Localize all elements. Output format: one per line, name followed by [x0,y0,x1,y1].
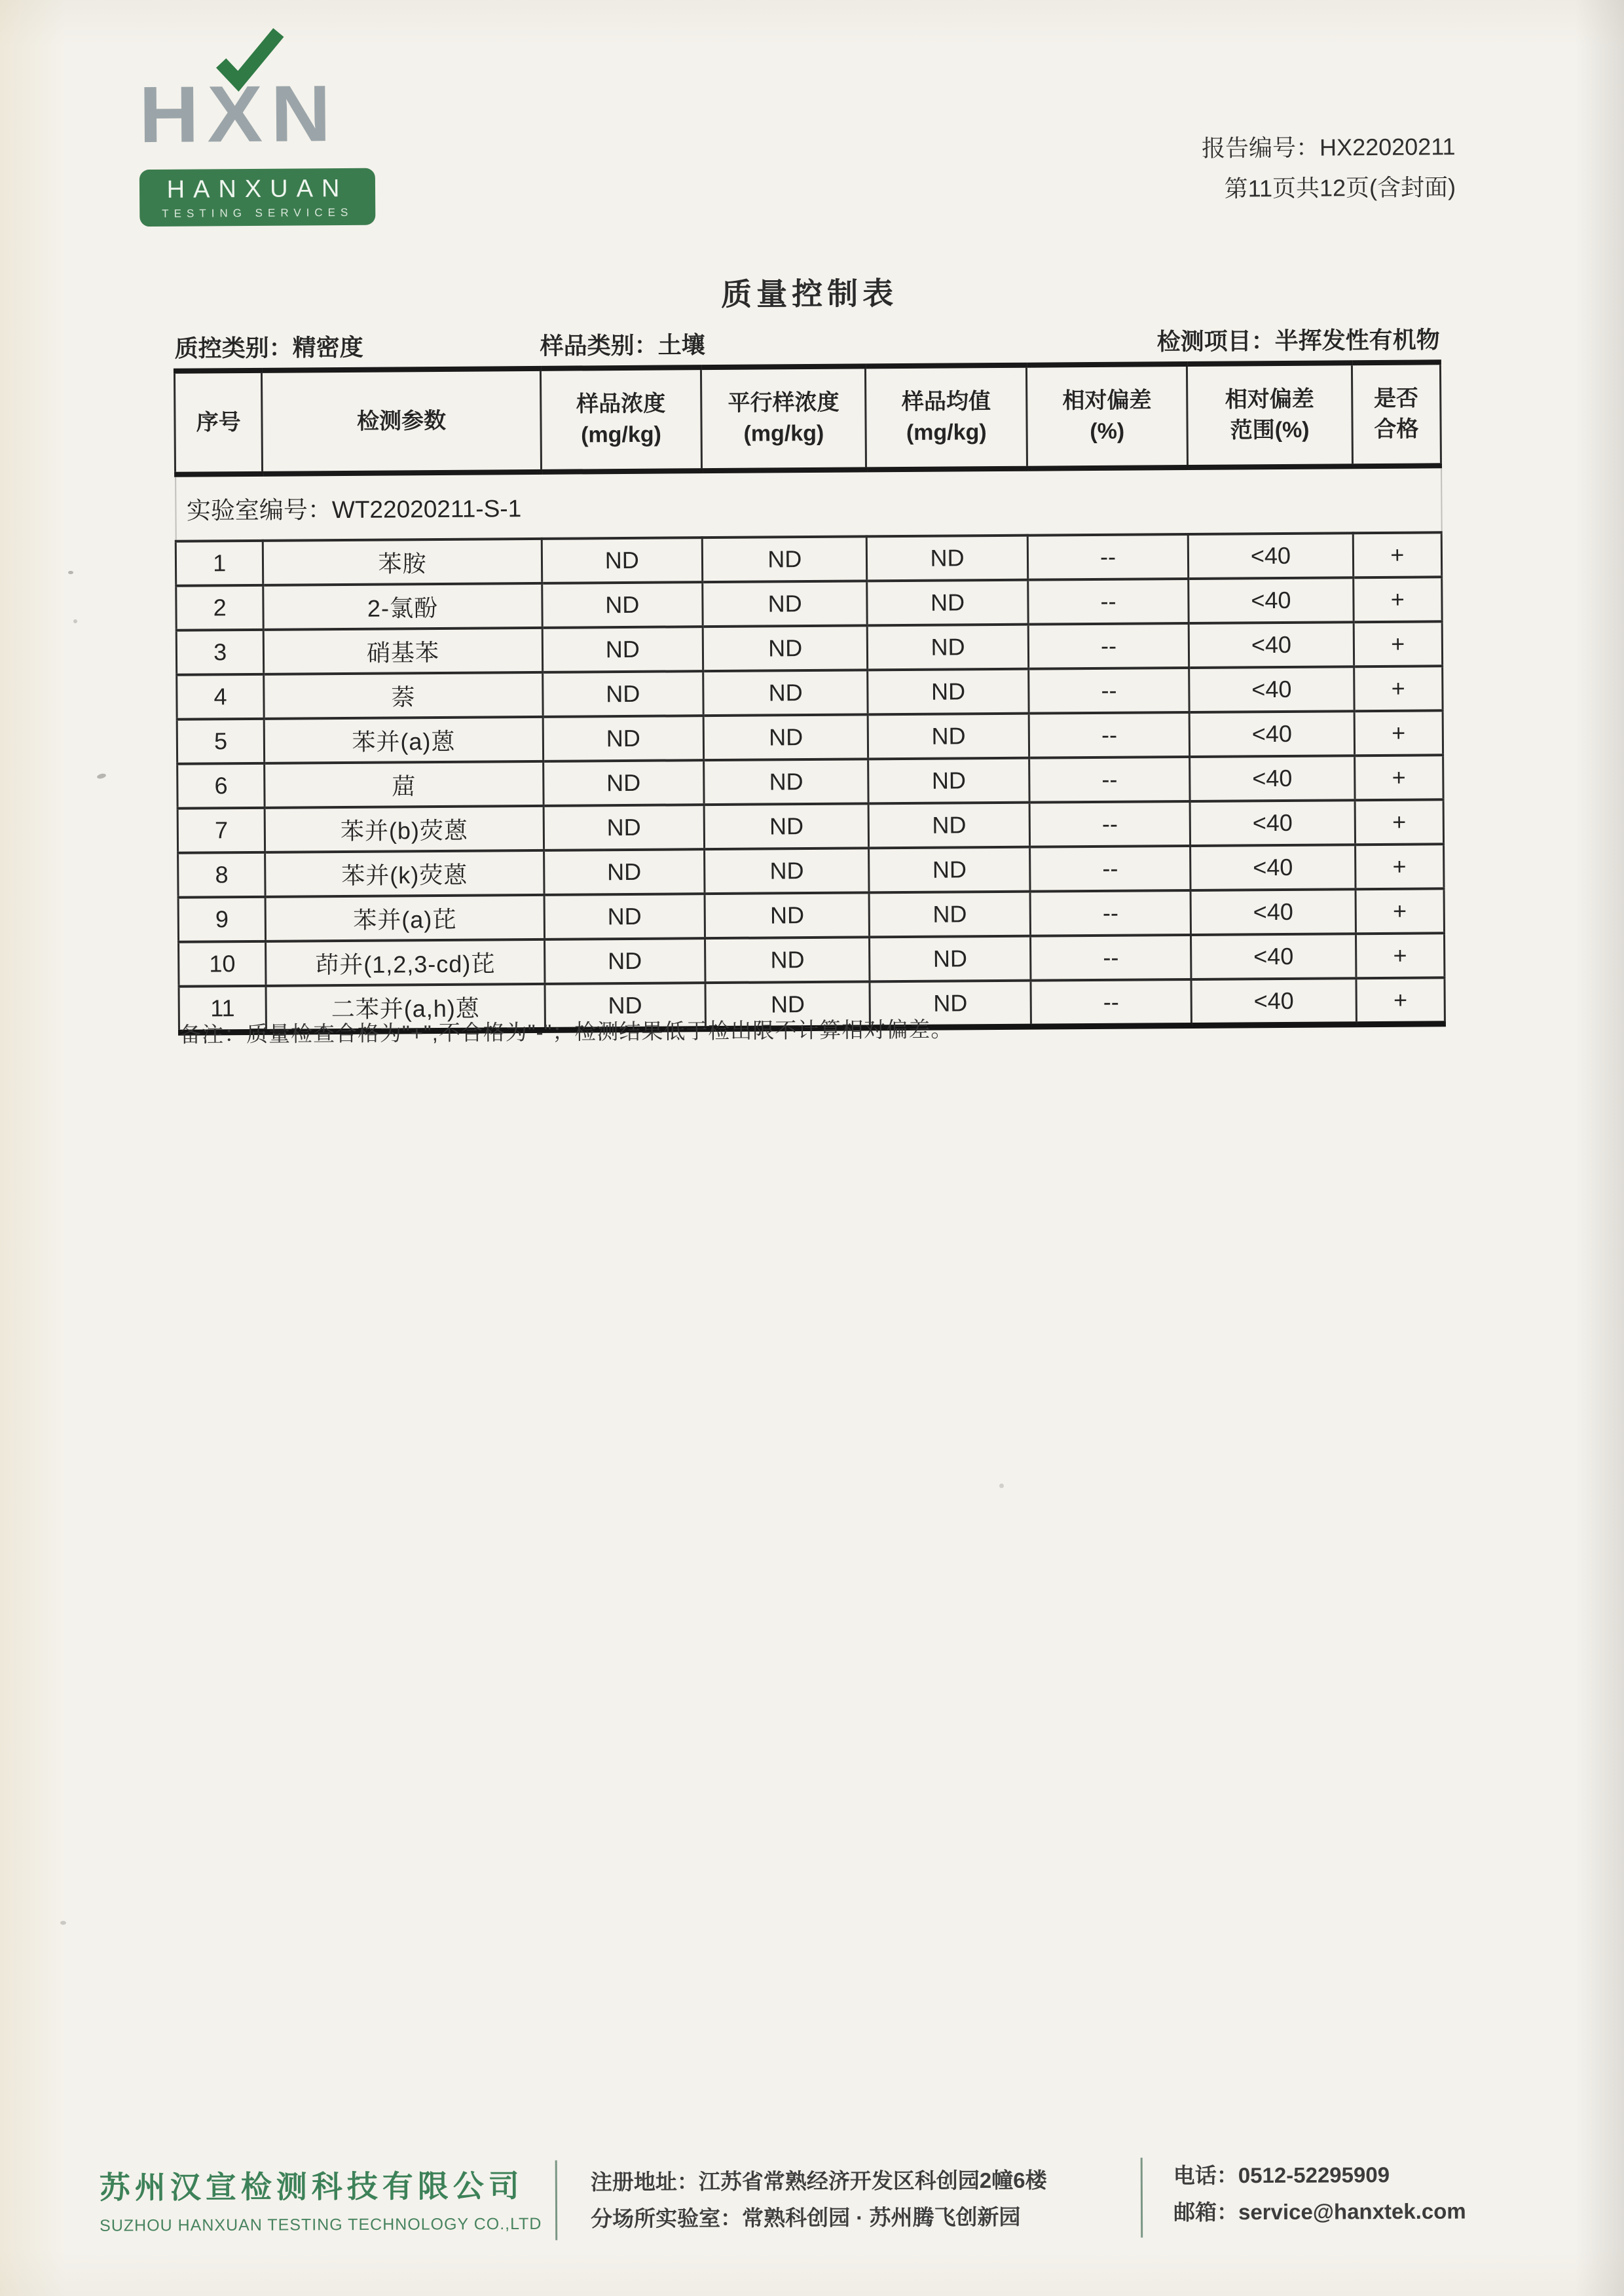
footer-divider [555,2160,558,2240]
pass-flag: + [1354,666,1443,711]
scan-artifact [999,1484,1004,1488]
col-header-sample-conc: 样品浓度 (mg/kg) [540,367,702,472]
logo-name: HANXUAN [166,174,348,204]
rel-dev-range: <40 [1189,666,1354,712]
param-name: 二苯并(a,h)蒽 [266,984,545,1032]
scan-artifact [68,571,73,574]
report-info [1202,126,1456,210]
rel-deviation: -- [1027,534,1189,580]
sample-conc: ND [543,716,704,761]
param-name: 2-氯酚 [263,583,542,630]
sample-conc: ND [542,538,703,583]
page-title: 质量控制表 [720,276,898,312]
scan-artifact [60,1921,66,1925]
sample-category-value: 土壤 [657,331,705,359]
checkmark-icon [215,27,284,96]
page-footer [0,2152,1624,2264]
parallel-conc: ND [704,759,869,805]
mean-value: ND [867,580,1028,626]
rel-dev-range: <40 [1190,756,1355,801]
parallel-conc: ND [703,581,868,627]
footer-addresses [591,2162,1047,2237]
row-no: 10 [179,941,267,987]
footer-divider [1141,2158,1143,2238]
col-header-parallel-conc: 平行样浓度 (mg/kg) [701,366,866,471]
scan-artifact [73,619,77,623]
sample-category [540,327,705,361]
header-row [174,362,1441,474]
col-header-rel-dev-range: 相对偏差 范围(%) [1187,363,1352,467]
logo-letters: HXN [138,69,340,160]
row-no: 7 [177,808,265,853]
pass-flag: + [1355,799,1444,845]
row-no: 9 [178,897,266,942]
test-item [1156,321,1439,357]
sample-conc: ND [544,805,705,850]
rel-deviation: -- [1030,890,1191,936]
mean-value: ND [868,669,1029,715]
meta-row [174,321,1441,361]
lab-id: 实验室编号：WT22020211-S-1 [175,465,1442,541]
phone-number: 电话：0512-52295909 [1173,2162,1390,2188]
param-name: 苯并(a)芘 [265,895,544,941]
mean-value: ND [870,981,1031,1028]
parallel-conc: ND [704,803,869,849]
row-no: 11 [179,986,267,1032]
pass-flag: + [1355,844,1444,889]
row-no: 4 [177,674,265,720]
mean-value: ND [868,625,1029,670]
rel-dev-range: <40 [1190,889,1356,935]
lab-id-row [175,465,1442,541]
test-item-value: 半挥发性有机物 [1274,326,1440,355]
row-no: 1 [175,541,263,586]
footer-contacts [1173,2157,1466,2231]
pass-flag: + [1356,888,1445,934]
rel-deviation: -- [1030,935,1191,981]
param-name: 硝基苯 [264,628,543,674]
parallel-conc: ND [702,536,867,582]
branch-lab-address: 分场所实验室：常熟科创园 · 苏州腾飞创新园 [590,2204,1021,2231]
param-name: 苯胺 [263,539,542,585]
sample-conc: ND [542,582,703,628]
pass-flag: + [1354,621,1443,666]
param-name: 苯并(k)荧蒽 [265,850,544,897]
col-header-param: 检测参数 [262,369,541,474]
company-logo [139,61,384,227]
sample-conc: ND [542,627,703,672]
company-name-cn: 苏州汉宣检测科技有限公司 [99,2168,524,2205]
pass-flag: + [1353,577,1442,622]
sample-conc: ND [545,983,706,1030]
row-no: 8 [178,852,266,898]
mean-value: ND [867,536,1028,581]
col-header-no: 序号 [174,371,262,475]
logo-tagline: TESTING SERVICES [162,206,354,220]
rel-deviation: -- [1028,623,1189,669]
rel-deviation: -- [1029,801,1190,847]
rel-deviation: -- [1031,979,1192,1027]
parallel-conc: ND [703,670,868,716]
rel-deviation: -- [1029,757,1190,803]
col-header-mean: 样品均值 (mg/kg) [866,365,1027,470]
qc-category-value: 精密度 [292,333,363,361]
sample-conc: ND [544,938,705,984]
row-no: 2 [176,585,264,630]
row-no: 5 [177,719,265,764]
mean-value: ND [869,892,1030,938]
sample-category-label: 样品类别： [540,331,658,359]
company-name-en: SUZHOU HANXUAN TESTING TECHNOLOGY CO.,LTD [100,2214,542,2235]
pass-flag: + [1356,933,1445,978]
email-address: 邮箱：service@hanxtek.com [1173,2198,1466,2225]
parallel-conc: ND [703,714,868,760]
sample-conc: ND [542,671,703,717]
param-name: 䓛 [265,761,544,808]
rel-dev-range: <40 [1189,533,1354,579]
rel-dev-range: <40 [1191,934,1356,979]
parallel-conc: ND [705,937,870,983]
parallel-conc: ND [705,892,870,938]
col-header-pass: 是否 合格 [1352,362,1441,466]
sample-conc: ND [544,894,705,939]
rel-dev-range: <40 [1190,800,1355,846]
qc-category-label: 质控类别： [174,334,293,362]
param-name: 萘 [264,672,543,719]
rel-dev-range: <40 [1191,978,1356,1025]
pass-flag: + [1353,532,1442,577]
rel-dev-range: <40 [1189,711,1354,757]
parallel-conc: ND [705,848,870,894]
sample-conc: ND [544,849,705,895]
rel-deviation: -- [1029,668,1190,714]
rel-deviation: -- [1029,712,1190,758]
registered-address: 注册地址：江苏省常熟经济开发区科创园2幢6楼 [590,2168,1047,2195]
footer-company [100,2162,545,2236]
row-no: 6 [177,763,265,809]
rel-deviation: -- [1028,579,1189,625]
sample-conc: ND [543,760,704,806]
param-name: 苯并(a)蒽 [265,717,544,763]
qc-table-wrap [174,359,1446,1035]
rel-dev-range: <40 [1189,622,1354,668]
test-item-label: 检测项目： [1156,327,1275,355]
rel-deviation: -- [1029,846,1190,892]
pass-flag: + [1354,755,1443,800]
parallel-conc: ND [705,981,870,1029]
qc-category [175,329,363,364]
row-no: 3 [176,630,264,675]
pass-flag: + [1354,710,1443,756]
rel-dev-range: <40 [1189,577,1354,623]
mean-value: ND [868,803,1029,848]
qc-table [174,359,1446,1035]
mean-value: ND [869,847,1030,893]
col-header-rel-dev: 相对偏差 (%) [1026,364,1188,469]
rel-dev-range: <40 [1190,845,1356,890]
mean-value: ND [868,714,1029,759]
table-note: 备注：质量检查合格为"+",不合格为"-"；检测结果低于检出限不计算相对偏差。 [179,1017,953,1047]
param-name: 苯并(b)荧蒽 [265,806,544,852]
pass-flag: + [1356,977,1445,1024]
logo-badge [139,168,376,227]
page-number: 第11页共12页(含封面) [1224,173,1456,202]
parallel-conc: ND [703,625,868,671]
report-number: 报告编号：HX22020211 [1201,133,1456,162]
mean-value: ND [868,758,1029,804]
param-name: 茚并(1,2,3-cd)芘 [266,939,545,986]
mean-value: ND [870,936,1031,982]
